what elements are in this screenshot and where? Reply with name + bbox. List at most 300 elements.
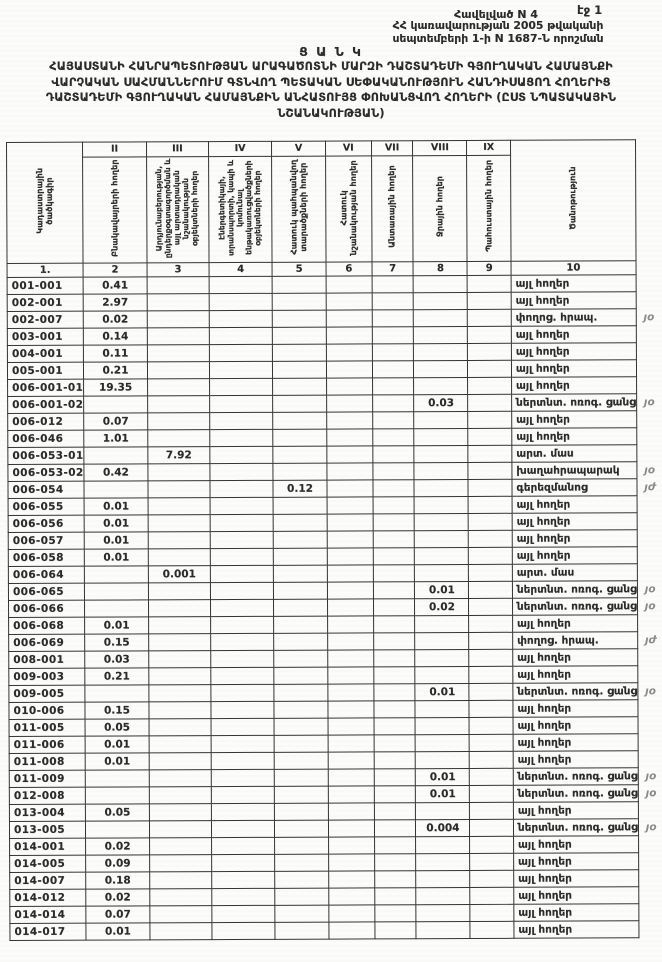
cadastral-code-cell: 014-014 [10,906,86,923]
table-row [8,394,662,414]
area-value-cell [327,582,373,599]
col-header-category [83,157,147,263]
margin-mark: յօ [645,770,657,783]
area-value-cell [211,786,274,803]
area-value-cell [372,276,414,293]
note-cell: այլ հողեր [514,904,639,922]
cadastral-code-cell: 006-053-02 [8,464,84,481]
table-row [9,768,662,788]
area-value-cell [373,565,415,582]
area-value-cell [469,530,513,547]
table-row [8,445,662,465]
area-value-cell [148,651,210,668]
area-value-cell [373,582,415,599]
margin-mark [637,445,662,462]
area-value-cell [373,514,415,531]
area-value-cell [211,667,274,684]
area-value-cell [327,565,373,582]
area-value-cell [469,581,513,598]
note-cell: այլ հողեր [512,496,637,514]
area-value-cell [416,904,470,921]
area-value-cell [210,565,273,582]
area-value-cell [274,769,328,786]
area-value-cell [275,888,329,905]
area-value-cell: 0.01 [84,498,148,515]
cadastral-code-cell: 006-064 [8,566,84,583]
page-number-label: էջ 1 [577,3,603,17]
note-cell: ներտնտ. ոռոգ. ցանց [512,581,637,599]
area-value-cell [149,719,211,736]
area-value-cell: 0.09 [86,855,150,872]
area-value-cell [209,293,272,310]
column-number: 3 [147,263,209,277]
area-value-cell [210,531,273,548]
area-value-cell [210,582,273,599]
area-value-cell: 0.05 [85,719,149,736]
area-value-cell [148,617,210,634]
area-value-cell [328,820,374,837]
title-line-1: ՀԱՅԱՍՏԱՆԻ ՀԱՆՐԱՊԵՏՈՒԹՅԱՆ ԱՐԱԳԱԾՈՏՆԻ ՄԱՐԶԻ ԴԱՇՏԱԴԵՄԻ ԳՅՈՒՂԱԿԱՆ ՀԱՄԱՅՆՔԻ [49,60,613,73]
table-row [8,377,662,397]
table-row [8,479,662,499]
area-value-cell [327,531,373,548]
table-row [9,785,662,805]
area-value-cell: 0.07 [84,413,148,430]
area-value-cell [328,769,374,786]
note-cell: այլ հողեր [513,802,638,820]
area-value-cell [416,836,470,853]
table-row [8,411,662,431]
area-value-cell [413,275,467,292]
area-value-cell [374,820,416,837]
area-value-cell [372,446,414,463]
table-row [8,428,662,448]
area-value-cell [467,275,511,292]
area-value-cell [374,888,416,905]
note-cell: փողոց. հրապ. [513,632,638,650]
area-value-cell [373,684,415,701]
column-number: 6 [326,262,372,276]
table-row [8,581,662,601]
column-number: 8 [413,261,467,275]
margin-mark: յօ [644,583,656,596]
area-value-cell [326,293,372,310]
area-value-cell [210,446,273,463]
note-cell: այլ հողեր [514,887,639,905]
note-cell: այլ հողեր [513,734,638,752]
area-value-cell: 0.01 [415,683,469,700]
area-value-cell [210,599,273,616]
area-value-cell [210,395,273,412]
area-value-cell: 0.02 [415,598,469,615]
table-row [10,904,662,924]
note-cell: այլ հողեր [511,343,636,361]
roman-label: IX [467,140,511,155]
table-row [9,734,662,754]
area-value-cell [327,548,373,565]
area-value-cell [274,701,328,718]
area-value-cell [470,836,514,853]
area-value-cell [275,820,329,837]
area-value-cell [415,734,469,751]
cadastral-code-cell: 011-005 [9,719,85,736]
margin-mark [637,564,662,581]
area-value-cell [274,582,328,599]
area-value-cell [329,922,375,939]
area-value-cell [273,463,327,480]
note-cell: այլ հողեր [513,751,638,769]
area-value-cell [328,684,374,701]
table-row [9,700,662,720]
roman-label: II [83,142,147,157]
cadastral-code-cell: 011-009 [9,770,85,787]
note-cell: ներտնտ. ոռոգ. ցանց [513,785,638,803]
area-value-cell [273,531,327,548]
area-value-cell [373,480,415,497]
area-value-cell [374,701,416,718]
area-value-cell [372,429,414,446]
area-value-cell [209,361,272,378]
area-value-cell [327,616,373,633]
area-value-cell [147,311,209,328]
area-value-cell [328,735,374,752]
area-value-cell [372,293,414,310]
area-value-cell [374,905,416,922]
area-value-cell [211,616,274,633]
area-value-cell [211,684,274,701]
area-value-cell [372,412,414,429]
area-value-cell [85,787,149,804]
area-value-cell [372,327,414,344]
area-value-cell [148,515,210,532]
area-value-cell [328,718,374,735]
area-value-cell [212,888,275,905]
area-value-cell [86,821,150,838]
area-value-cell [147,379,209,396]
table-row [9,598,662,618]
margin-mark [638,802,662,819]
table-row [9,683,662,703]
area-value-cell [328,752,374,769]
area-value-cell [273,395,327,412]
area-value-cell [374,871,416,888]
roman-label: IV [208,141,271,156]
area-value-cell [374,786,416,803]
margin-mark [638,836,662,853]
col-header-category [413,155,468,261]
note-cell: այլ հողեր [511,360,636,378]
col-header-category-text: Էներգետիկայի, տրանսպորտի, կապի և կոմունալ ենթակառուցվածքների օբյեկտների հողեր [216,159,262,256]
area-value-cell [149,821,211,838]
area-value-cell [212,905,275,922]
area-value-cell [375,922,417,939]
area-value-cell [470,853,514,870]
area-value-cell [149,668,211,685]
area-value-cell [326,276,372,293]
cadastral-code-cell: 006-065 [8,583,84,600]
margin-mark [638,853,662,870]
area-value-cell [415,666,469,683]
area-value-cell [149,855,211,872]
cadastral-code-cell: 013-005 [9,821,85,838]
area-value-cell [274,752,328,769]
area-value-cell: 0.01 [416,785,470,802]
area-value-cell [469,717,513,734]
cadastral-code-cell: 014-007 [10,872,86,889]
area-value-cell: 0.01 [415,581,469,598]
cadastral-code-cell: 013-004 [9,804,85,821]
note-cell: այլ հողեր [511,275,636,293]
area-value-cell [469,649,513,666]
table-row [7,360,662,380]
area-value-cell [469,547,513,564]
col-header-note-text: Ծանոթություն [567,166,578,230]
note-cell: ներտնտ. ոռոգ. ցանց [513,683,638,701]
col-header-note [510,140,635,262]
table-row [9,666,662,686]
area-value-cell [148,549,210,566]
area-value-cell: 0.001 [148,566,210,583]
area-value-cell [468,309,512,326]
col-header-category [209,156,273,262]
area-value-cell [150,906,212,923]
area-value-cell [468,326,512,343]
area-value-cell [415,547,469,564]
area-value-cell [415,632,469,649]
cadastral-code-cell: 012-008 [9,787,85,804]
area-value-cell [414,411,468,428]
area-value-cell [326,378,372,395]
table-row [9,717,662,737]
area-value-cell [327,463,373,480]
area-value-cell [210,514,273,531]
area-value-cell: 0.11 [84,345,148,362]
area-value-cell [415,717,469,734]
col-header-category [371,156,413,262]
area-value-cell [275,854,329,871]
area-value-cell [416,751,470,768]
area-value-cell [209,344,272,361]
table-row [8,564,662,584]
area-value-cell [211,820,274,837]
margin-mark [638,717,662,734]
area-value-cell [274,735,328,752]
area-value-cell [468,479,512,496]
area-value-cell [275,803,329,820]
area-value-cell [416,870,470,887]
margin-mark [639,887,662,904]
area-value-cell [470,819,514,836]
cadastral-code-cell: 006-053-01 [8,447,84,464]
land-table-wrapper [6,139,662,941]
margin-mark [636,411,662,428]
area-value-cell: 7.92 [148,447,210,464]
area-value-cell [416,853,470,870]
area-value-cell [147,413,209,430]
roman-label: V [272,141,326,156]
margin-mark: յօ [644,600,656,613]
column-number: 9 [467,261,511,275]
area-value-cell: 0.01 [416,768,470,785]
cadastral-code-cell: 010-006 [9,702,85,719]
area-value-cell [211,803,274,820]
area-value-cell: 0.18 [86,872,150,889]
cadastral-code-cell: 006-055 [8,498,84,515]
area-value-cell: 0.21 [85,668,149,685]
list-heading: Ց Ա Ն Կ [299,44,363,59]
area-value-cell [211,752,274,769]
area-value-cell [329,905,375,922]
table-row [8,496,662,516]
col-header-category-text: Հատուկ պահպանվող տարածքների հողեր [287,159,308,255]
area-value-cell [415,649,469,666]
margin-mark [637,615,662,632]
note-cell: այլ հողեր [513,649,638,667]
area-value-cell [416,802,470,819]
column-number: 1. [7,263,83,277]
area-value-cell [414,343,468,360]
margin-mark [638,751,662,768]
area-value-cell [468,411,512,428]
area-value-cell [414,309,468,326]
area-value-cell [468,394,512,411]
area-value-cell [149,770,211,787]
cadastral-code-cell: 011-008 [9,753,85,770]
area-value-cell [210,548,273,565]
area-value-cell [372,310,414,327]
area-value-cell [469,700,513,717]
title-line-4: ՆՇԱՆԱԿՈՒԹՅԱՆ) [277,106,385,120]
area-value-cell: 19.35 [84,379,148,396]
note-cell: այլ հողեր [512,428,637,446]
area-value-cell [372,361,414,378]
area-value-cell [468,377,512,394]
area-value-cell [327,514,373,531]
table-row [10,870,662,890]
col-header-category [272,156,326,262]
cadastral-code-cell: 006-012 [8,413,84,430]
area-value-cell: 0.01 [84,532,148,549]
area-value-cell [149,872,211,889]
margin-mark [638,666,662,683]
table-row [8,547,662,567]
margin-mark [636,275,662,292]
table-row [8,530,662,550]
area-value-cell [327,429,373,446]
area-value-cell [468,292,512,309]
cadastral-code-cell: 006-057 [8,532,84,549]
area-value-cell [468,445,512,462]
area-value-cell [374,854,416,871]
margin-mark [636,326,662,343]
area-value-cell [326,327,372,344]
cadastral-code-cell: 001-001 [7,277,83,294]
table-row [9,632,662,652]
area-value-cell [416,921,470,938]
table-row [10,836,662,856]
column-number: 2 [83,263,147,277]
margin-mark-header [635,140,662,275]
area-value-cell [327,412,373,429]
area-value-cell [414,292,468,309]
margin-mark: յօ [645,685,657,698]
area-value-cell [85,770,149,787]
note-cell: ներտնտ. ոռոգ. ցանց [512,598,637,616]
col-header-cadastral-code [7,142,84,263]
area-value-cell [85,566,149,583]
note-cell: այլ հողեր [511,326,636,344]
area-value-cell [273,497,327,514]
margin-mark [637,513,662,530]
area-value-cell [414,428,468,445]
cadastral-code-cell: 006-054 [8,481,84,498]
area-value-cell [414,462,468,479]
area-value-cell [415,700,469,717]
area-value-cell [210,497,273,514]
area-value-cell [328,786,374,803]
note-cell: այլ հողեր [514,870,639,888]
area-value-cell [470,768,514,785]
area-value-cell [148,634,210,651]
area-value-cell [373,548,415,565]
cadastral-code-cell: 003-001 [7,328,83,345]
area-value-cell: 0.15 [85,702,149,719]
area-value-cell: 0.02 [83,311,147,328]
cadastral-code-cell: 005-001 [7,362,83,379]
col-header-category-text: Հատուկ նշանակության հողեր [337,159,358,255]
cadastral-code-cell: 009-005 [9,685,85,702]
decree-reference [352,20,644,45]
area-value-cell: 0.03 [414,394,468,411]
area-value-cell [210,480,273,497]
area-value-cell [210,429,273,446]
area-value-cell: 0.07 [86,906,150,923]
area-value-cell [272,327,326,344]
table-row [10,853,662,873]
table-row [7,343,662,363]
area-value-cell [147,396,209,413]
area-value-cell [275,922,329,939]
area-value-cell [149,736,211,753]
margin-mark: յօ [643,396,655,409]
area-value-cell [327,633,373,650]
area-value-cell [147,328,209,345]
note-cell: ներտնտ. ոռոգ. ցանց [513,768,638,786]
area-value-cell [327,480,373,497]
decree-line-2: սեպտեմբերի 1-ի N 1687-Ն որոշման [392,31,604,45]
area-value-cell [148,430,210,447]
area-value-cell [273,446,327,463]
decree-line-1: ՀՀ կառավարության 2005 թվականի [392,19,604,32]
area-value-cell [373,599,415,616]
margin-mark: յօ [644,464,656,477]
cadastral-code-cell: 006-069 [9,634,85,651]
land-table [6,139,662,941]
note-cell: այլ հողեր [513,666,638,684]
area-value-cell [84,481,148,498]
table-row [10,921,662,941]
cadastral-code-cell: 006-068 [9,617,85,634]
cadastral-code-cell: 014-017 [10,923,86,940]
area-value-cell [212,922,275,939]
margin-mark [638,700,662,717]
area-value-cell [85,600,149,617]
area-value-cell [469,564,513,581]
area-value-cell [374,718,416,735]
area-value-cell [414,513,468,530]
area-value-cell [414,479,468,496]
area-value-cell [372,344,414,361]
